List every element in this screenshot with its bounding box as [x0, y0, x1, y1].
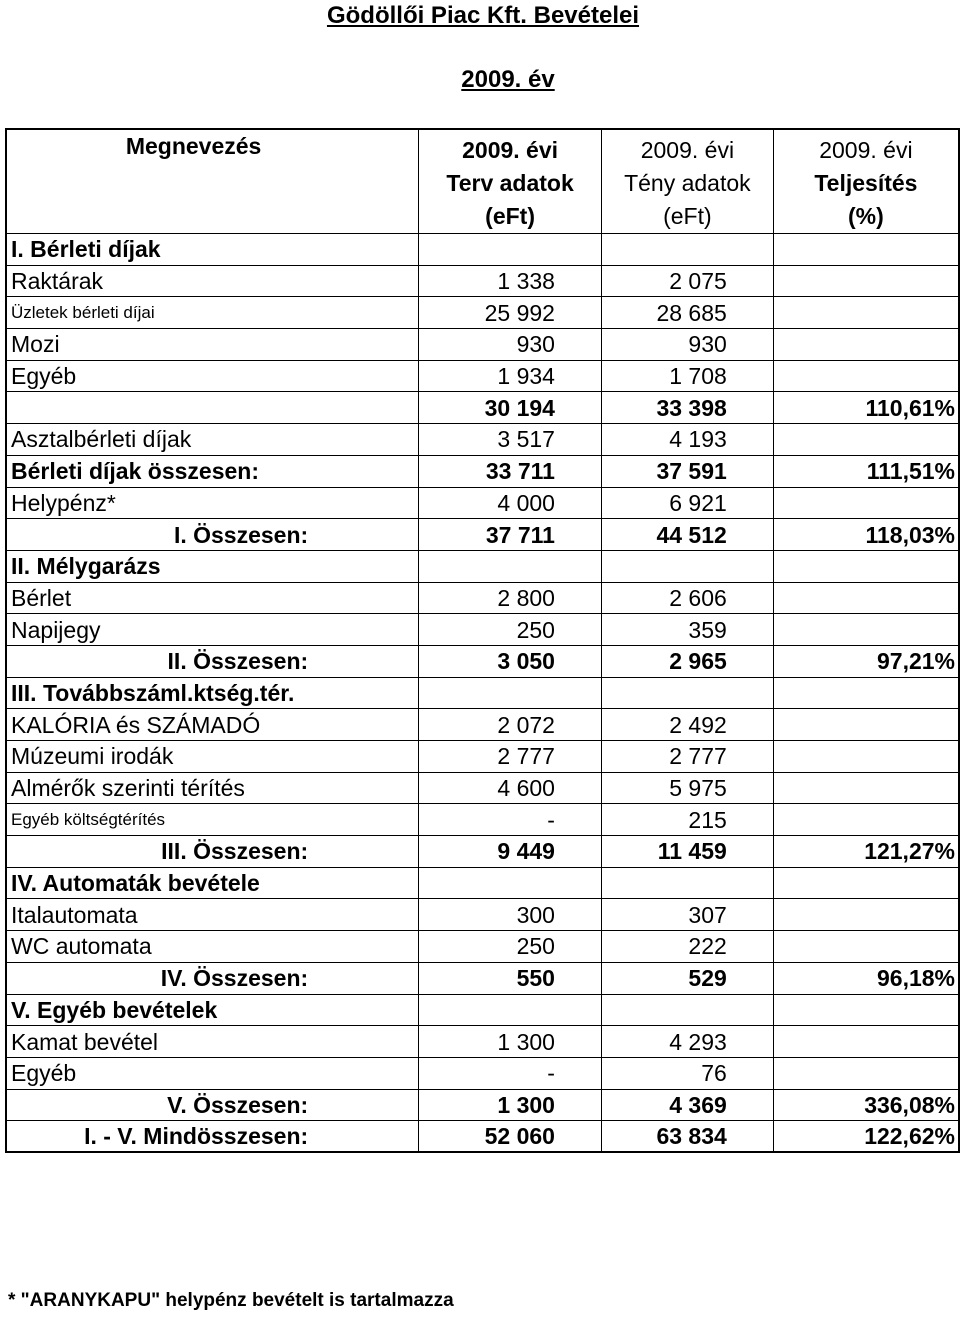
- row-plan-value: 300: [419, 899, 602, 931]
- table-row: [6, 392, 959, 424]
- row-perf-value: [773, 582, 959, 614]
- row-name: I. Összesen:: [6, 519, 419, 551]
- row-perf-value: [773, 994, 959, 1026]
- table-row: [6, 645, 959, 677]
- row-actual-value: 359: [601, 614, 773, 646]
- row-perf-value: [773, 614, 959, 646]
- row-plan-value: 4 000: [419, 487, 602, 519]
- table-row: [6, 931, 959, 963]
- row-actual-value: 33 398: [601, 392, 773, 424]
- row-plan-value: 2 072: [419, 709, 602, 741]
- row-actual-value: 11 459: [601, 836, 773, 868]
- row-perf-value: [773, 772, 959, 804]
- row-name: II. Mélygarázs: [6, 550, 419, 582]
- header-name: Megnevezés: [6, 129, 419, 234]
- row-perf-value: 118,03%: [773, 519, 959, 551]
- table-row: [6, 614, 959, 646]
- row-actual-value: 44 512: [601, 519, 773, 551]
- table-row: [6, 1057, 959, 1089]
- table-row: [6, 455, 959, 487]
- row-name: Bérlet: [6, 582, 419, 614]
- table-row: [6, 994, 959, 1026]
- header-plan-line: 2009. évi: [462, 137, 559, 163]
- header-actual-line: Tény adatok: [624, 170, 751, 196]
- revenue-table: [5, 128, 960, 1153]
- row-name: V. Egyéb bevételek: [6, 994, 419, 1026]
- row-actual-value: 5 975: [601, 772, 773, 804]
- row-actual-value: 4 193: [601, 424, 773, 456]
- table-row: [6, 487, 959, 519]
- row-actual-value: [601, 550, 773, 582]
- row-plan-value: 1 934: [419, 360, 602, 392]
- row-plan-value: 930: [419, 329, 602, 361]
- row-plan-value: [419, 550, 602, 582]
- page-subtitle: 2009. év: [461, 66, 555, 93]
- row-perf-value: 336,08%: [773, 1089, 959, 1121]
- row-plan-value: 25 992: [419, 297, 602, 329]
- table-row: [6, 709, 959, 741]
- row-actual-value: [601, 234, 773, 266]
- row-plan-value: 52 060: [419, 1121, 602, 1153]
- row-actual-value: 1 708: [601, 360, 773, 392]
- row-plan-value: 3 517: [419, 424, 602, 456]
- table-row: [6, 836, 959, 868]
- row-perf-value: 121,27%: [773, 836, 959, 868]
- row-actual-value: [601, 994, 773, 1026]
- row-perf-value: 111,51%: [773, 455, 959, 487]
- row-perf-value: 96,18%: [773, 962, 959, 994]
- header-perf-line: Teljesítés: [814, 170, 918, 196]
- header-plan-line: (eFt): [485, 203, 535, 229]
- header-perf-line: (%): [848, 203, 884, 229]
- row-actual-value: 2 606: [601, 582, 773, 614]
- row-actual-value: 28 685: [601, 297, 773, 329]
- row-plan-value: 1 300: [419, 1089, 602, 1121]
- row-plan-value: 4 600: [419, 772, 602, 804]
- row-perf-value: [773, 424, 959, 456]
- header-plan-line: Terv adatok: [446, 170, 574, 196]
- row-perf-value: [773, 741, 959, 773]
- row-perf-value: 122,62%: [773, 1121, 959, 1153]
- table-row: [6, 1089, 959, 1121]
- row-actual-value: 930: [601, 329, 773, 361]
- row-name: Raktárak: [6, 265, 419, 297]
- row-name: III. Továbbszáml.ktség.tér.: [6, 677, 419, 709]
- row-name: Bérleti díjak összesen:: [6, 455, 419, 487]
- row-name: Egyéb költségtérítés: [6, 804, 419, 836]
- row-name: Múzeumi irodák: [6, 741, 419, 773]
- row-actual-value: 215: [601, 804, 773, 836]
- row-perf-value: [773, 297, 959, 329]
- row-plan-value: 250: [419, 931, 602, 963]
- header-plan: [419, 129, 602, 234]
- row-actual-value: 63 834: [601, 1121, 773, 1153]
- row-perf-value: [773, 329, 959, 361]
- row-perf-value: [773, 234, 959, 266]
- row-actual-value: 6 921: [601, 487, 773, 519]
- row-name: Üzletek bérleti díjai: [6, 297, 419, 329]
- row-actual-value: 37 591: [601, 455, 773, 487]
- footnote: * "ARANYKAPU" helypénz bevételt is tartalmazza: [8, 1290, 454, 1311]
- row-name: III. Összesen:: [6, 836, 419, 868]
- row-perf-value: [773, 867, 959, 899]
- row-perf-value: [773, 677, 959, 709]
- row-plan-value: 1 338: [419, 265, 602, 297]
- row-plan-value: 37 711: [419, 519, 602, 551]
- header-actual-line: (eFt): [663, 203, 712, 229]
- row-name: Napijegy: [6, 614, 419, 646]
- header-actual-line: 2009. évi: [640, 137, 735, 163]
- table-row: [6, 234, 959, 266]
- row-name: II. Összesen:: [6, 645, 419, 677]
- table-row: [6, 1121, 959, 1153]
- table-header-row: [6, 129, 959, 234]
- table-row: [6, 867, 959, 899]
- table-row: [6, 519, 959, 551]
- row-perf-value: [773, 931, 959, 963]
- row-plan-value: 550: [419, 962, 602, 994]
- row-name: I. Bérleti díjak: [6, 234, 419, 266]
- row-actual-value: 307: [601, 899, 773, 931]
- table-row: [6, 265, 959, 297]
- row-name: Egyéb: [6, 1057, 419, 1089]
- row-name: [6, 392, 419, 424]
- row-name: Asztalbérleti díjak: [6, 424, 419, 456]
- row-perf-value: 110,61%: [773, 392, 959, 424]
- row-actual-value: 4 293: [601, 1026, 773, 1058]
- row-plan-value: 2 777: [419, 741, 602, 773]
- row-name: Kamat bevétel: [6, 1026, 419, 1058]
- row-actual-value: 2 777: [601, 741, 773, 773]
- table-row: [6, 1026, 959, 1058]
- table-row: [6, 677, 959, 709]
- row-plan-value: [419, 234, 602, 266]
- row-perf-value: [773, 1026, 959, 1058]
- row-name: Mozi: [6, 329, 419, 361]
- row-perf-value: [773, 550, 959, 582]
- row-plan-value: [419, 677, 602, 709]
- header-actual: [601, 129, 773, 234]
- row-actual-value: 2 075: [601, 265, 773, 297]
- row-plan-value: 250: [419, 614, 602, 646]
- row-name: V. Összesen:: [6, 1089, 419, 1121]
- row-name: I. - V. Mindösszesen:: [6, 1121, 419, 1153]
- table-row: [6, 329, 959, 361]
- row-plan-value: [419, 994, 602, 1026]
- row-actual-value: 2 492: [601, 709, 773, 741]
- row-plan-value: 9 449: [419, 836, 602, 868]
- row-name: KALÓRIA és SZÁMADÓ: [6, 709, 419, 741]
- row-perf-value: [773, 709, 959, 741]
- table-row: [6, 550, 959, 582]
- row-name: Italautomata: [6, 899, 419, 931]
- table-row: [6, 772, 959, 804]
- table-row: [6, 360, 959, 392]
- row-plan-value: 2 800: [419, 582, 602, 614]
- row-perf-value: [773, 1057, 959, 1089]
- row-plan-value: 30 194: [419, 392, 602, 424]
- row-name: Egyéb: [6, 360, 419, 392]
- row-actual-value: 529: [601, 962, 773, 994]
- row-plan-value: -: [419, 1057, 602, 1089]
- row-actual-value: 4 369: [601, 1089, 773, 1121]
- row-name: IV. Összesen:: [6, 962, 419, 994]
- table-row: [6, 804, 959, 836]
- table-row: [6, 582, 959, 614]
- page-title: Gödöllői Piac Kft. Bevételei: [326, 2, 640, 29]
- row-perf-value: [773, 487, 959, 519]
- header-perf-line: 2009. évi: [819, 137, 913, 163]
- header-perf: [773, 129, 959, 234]
- row-name: WC automata: [6, 931, 419, 963]
- row-actual-value: [601, 677, 773, 709]
- row-actual-value: [601, 867, 773, 899]
- row-name: Helypénz*: [6, 487, 419, 519]
- row-actual-value: 76: [601, 1057, 773, 1089]
- row-perf-value: 97,21%: [773, 645, 959, 677]
- table-row: [6, 899, 959, 931]
- row-perf-value: [773, 899, 959, 931]
- table-row: [6, 297, 959, 329]
- row-actual-value: 222: [601, 931, 773, 963]
- row-name: Almérők szerinti térítés: [6, 772, 419, 804]
- row-plan-value: 33 711: [419, 455, 602, 487]
- row-plan-value: -: [419, 804, 602, 836]
- table-row: [6, 962, 959, 994]
- row-name: IV. Automaták bevétele: [6, 867, 419, 899]
- row-plan-value: [419, 867, 602, 899]
- row-actual-value: 2 965: [601, 645, 773, 677]
- table-row: [6, 424, 959, 456]
- table-row: [6, 741, 959, 773]
- row-plan-value: 1 300: [419, 1026, 602, 1058]
- row-perf-value: [773, 360, 959, 392]
- row-perf-value: [773, 804, 959, 836]
- row-perf-value: [773, 265, 959, 297]
- row-plan-value: 3 050: [419, 645, 602, 677]
